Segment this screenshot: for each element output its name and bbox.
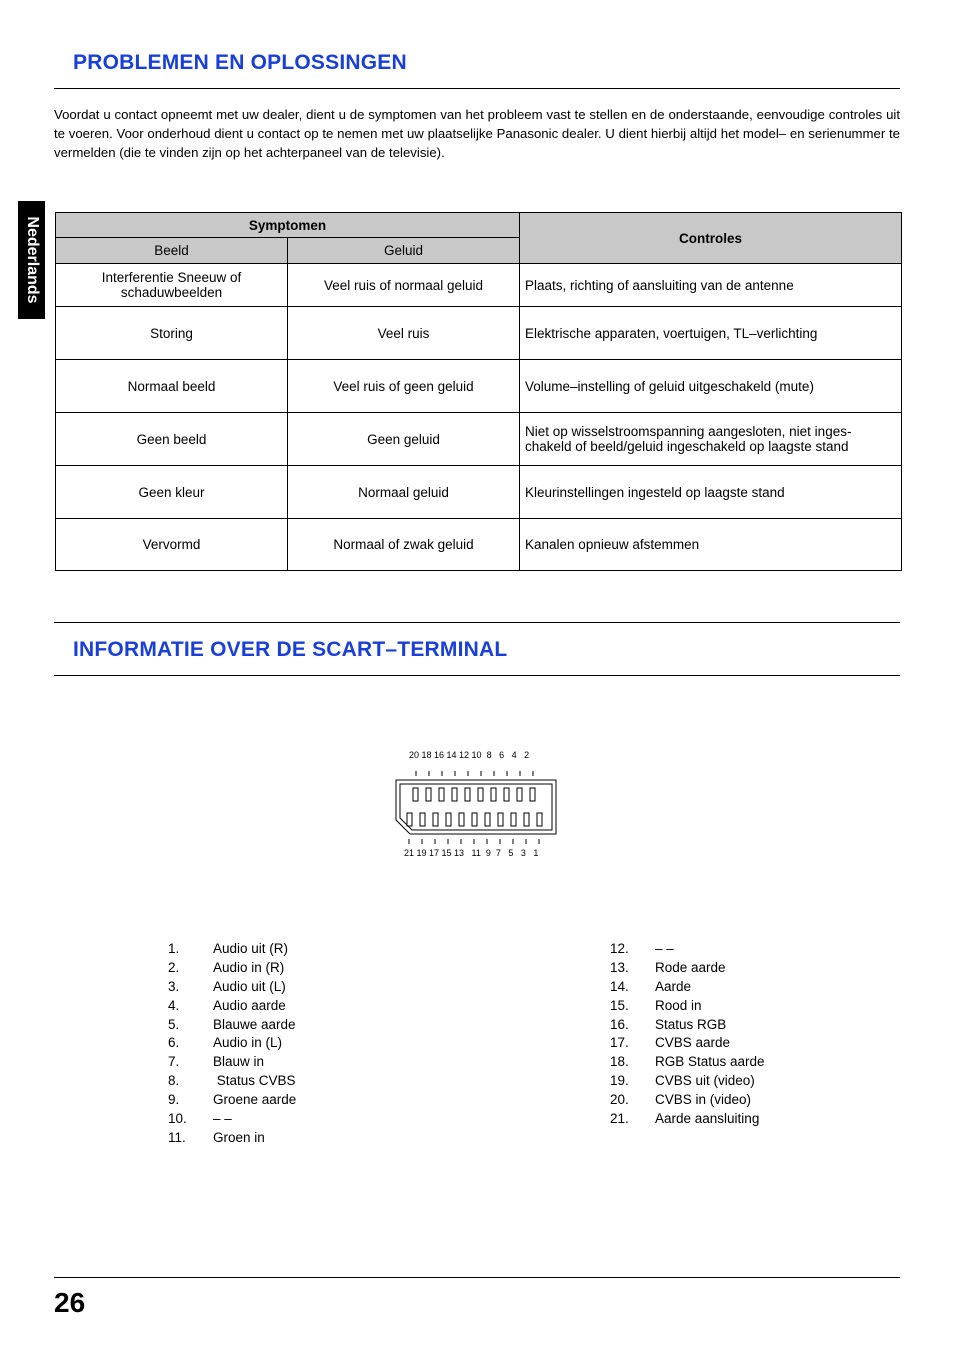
pin-number: 2. — [168, 959, 180, 975]
list-item — [168, 940, 468, 959]
cell-controle: Plaats, richting of aansluiting van de antenne — [520, 264, 902, 307]
pin-label: Audio uit (R) — [213, 941, 289, 956]
list-item — [168, 1110, 468, 1129]
list-item — [610, 997, 910, 1016]
pin-number: 16. — [610, 1016, 629, 1032]
cell-geluid: Geen geluid — [288, 413, 520, 466]
page-number: 26 — [54, 1287, 86, 1318]
list-item — [610, 1110, 910, 1129]
cell-beeld: Vervormd — [56, 519, 288, 571]
header-beeld: Beeld — [56, 238, 288, 264]
pin-number: 10. — [168, 1111, 187, 1127]
intro-paragraph: Voordat u contact opneemt met uw dealer, dient u de symptomen van het probleem vast te stellen en de onderstaande, eenvoudige controles uit te voeren. Voor onderhoud dient u contact op te nemen met uw plaatselijke Panasonic dealer. U dient hierbij altijd het model– en serienummer te vermelden (die te vinden zijn op het achterpaneel van de televisie). — [54, 107, 900, 160]
pin-number: 12. — [610, 941, 629, 956]
scart-bottom-pin-labels: 21 19 17 15 13 11 9 7 5 3 1 — [404, 848, 539, 858]
pin-label: Groen in — [213, 1129, 265, 1145]
cell-geluid: Veel ruis of normaal geluid — [288, 264, 520, 307]
pin-label: Rood in — [655, 997, 702, 1013]
pin-number: 11. — [168, 1129, 186, 1145]
pin-label: Aarde — [655, 978, 692, 994]
cell-geluid: Veel ruis of geen geluid — [288, 360, 520, 413]
pin-number: 1. — [168, 941, 180, 956]
list-item — [168, 978, 468, 997]
table-row — [56, 413, 902, 466]
pin-label: Rode aarde — [655, 959, 726, 975]
pin-label: CVBS aarde — [655, 1035, 731, 1051]
list-item — [610, 1034, 910, 1053]
pin-label: Blauw in — [213, 1054, 265, 1070]
pin-list-left — [168, 940, 468, 1148]
header-controles: Controles — [520, 213, 902, 264]
cell-beeld: Normaal beeld — [56, 360, 288, 413]
list-item — [168, 1034, 468, 1053]
pin-label: Audio in (R) — [213, 959, 285, 975]
section2-top-rule — [54, 622, 900, 623]
list-item — [168, 1091, 468, 1110]
pin-label: CVBS in (video) — [655, 1092, 752, 1108]
section-title-scart: INFORMATIE OVER DE SCART–TERMINAL — [73, 638, 508, 661]
pin-number: 9. — [168, 1092, 180, 1108]
list-item — [168, 997, 468, 1016]
pin-number: 7. — [168, 1054, 180, 1070]
pin-label: Audio aarde — [213, 997, 286, 1013]
table-row — [56, 466, 902, 519]
pin-number: 4. — [168, 997, 180, 1013]
pin-number: 17. — [610, 1035, 629, 1051]
pin-list-right — [610, 940, 910, 1129]
header-geluid: Geluid — [288, 238, 520, 264]
footer-rule — [54, 1277, 900, 1278]
header-symptomen: Symptomen — [56, 213, 520, 238]
table-row — [56, 360, 902, 413]
pin-number: 8. — [168, 1073, 180, 1089]
pin-label: – – — [655, 941, 674, 956]
pin-number: 14. — [610, 978, 629, 994]
list-item — [610, 959, 910, 978]
list-item — [610, 940, 910, 959]
pin-label: Audio in (L) — [213, 1035, 283, 1051]
pin-label: Blauwe aarde — [213, 1016, 296, 1032]
list-item — [168, 959, 468, 978]
cell-geluid: Normaal of zwak geluid — [288, 519, 520, 571]
list-item — [610, 978, 910, 997]
cell-controle: Niet op wisselstroomspanning aangesloten, niet inges- chakeld of beeld/geluid ingeschakeld op laagste stand — [520, 413, 902, 466]
list-item — [610, 1016, 910, 1035]
cell-beeld: Interferentie Sneeuw of schaduwbeelden — [56, 264, 288, 307]
cell-controle: Kleurinstellingen ingesteld op laagste stand — [520, 466, 902, 519]
language-side-tab-label: Nederlands — [23, 216, 41, 304]
table-row — [56, 519, 902, 571]
list-item — [168, 1053, 468, 1072]
cell-geluid: Veel ruis — [288, 307, 520, 360]
pin-label: RGB Status aarde — [655, 1054, 765, 1070]
pin-label: Status RGB — [655, 1016, 727, 1032]
pin-number: 15. — [610, 997, 629, 1013]
cell-geluid: Normaal geluid — [288, 466, 520, 519]
scart-connector-diagram — [394, 766, 562, 850]
pin-label: Aarde aansluiting — [655, 1111, 760, 1127]
cell-controle: Elektrische apparaten, voertuigen, TL–verlichting — [520, 307, 902, 360]
pin-number: 20. — [610, 1092, 629, 1108]
table-row — [56, 307, 902, 360]
pin-number: 6. — [168, 1035, 180, 1051]
pin-number: 5. — [168, 1016, 180, 1032]
table-row — [56, 264, 902, 307]
cell-beeld: Geen kleur — [56, 466, 288, 519]
list-item — [610, 1091, 910, 1110]
list-item — [168, 1072, 468, 1091]
pin-number: 18. — [610, 1054, 629, 1070]
pin-number: 13. — [610, 959, 629, 975]
pin-number: 21. — [610, 1111, 629, 1127]
cell-controle: Kanalen opnieuw afstemmen — [520, 519, 902, 571]
heading-underline — [54, 675, 900, 676]
heading-underline — [54, 88, 900, 89]
symptoms-table — [55, 212, 902, 571]
cell-beeld: Geen beeld — [56, 413, 288, 466]
cell-controle: Volume–instelling of geluid uitgeschakeld (mute) — [520, 360, 902, 413]
list-item — [610, 1072, 910, 1091]
section-title-problemen: PROBLEMEN EN OPLOSSINGEN — [73, 51, 407, 74]
scart-top-pin-labels: 20 18 16 14 12 10 8 6 4 2 — [409, 750, 530, 760]
pin-label: Groene aarde — [213, 1092, 297, 1108]
pin-label: Audio uit (L) — [213, 978, 286, 994]
list-item — [168, 1016, 468, 1035]
pin-label: – – — [213, 1111, 232, 1127]
language-side-tab — [18, 201, 45, 319]
pin-label: Status CVBS — [213, 1073, 296, 1089]
cell-beeld: Storing — [56, 307, 288, 360]
pin-label: CVBS uit (video) — [655, 1073, 755, 1089]
list-item — [168, 1129, 468, 1148]
pin-number: 19. — [610, 1073, 629, 1089]
list-item — [610, 1053, 910, 1072]
pin-number: 3. — [168, 978, 180, 994]
